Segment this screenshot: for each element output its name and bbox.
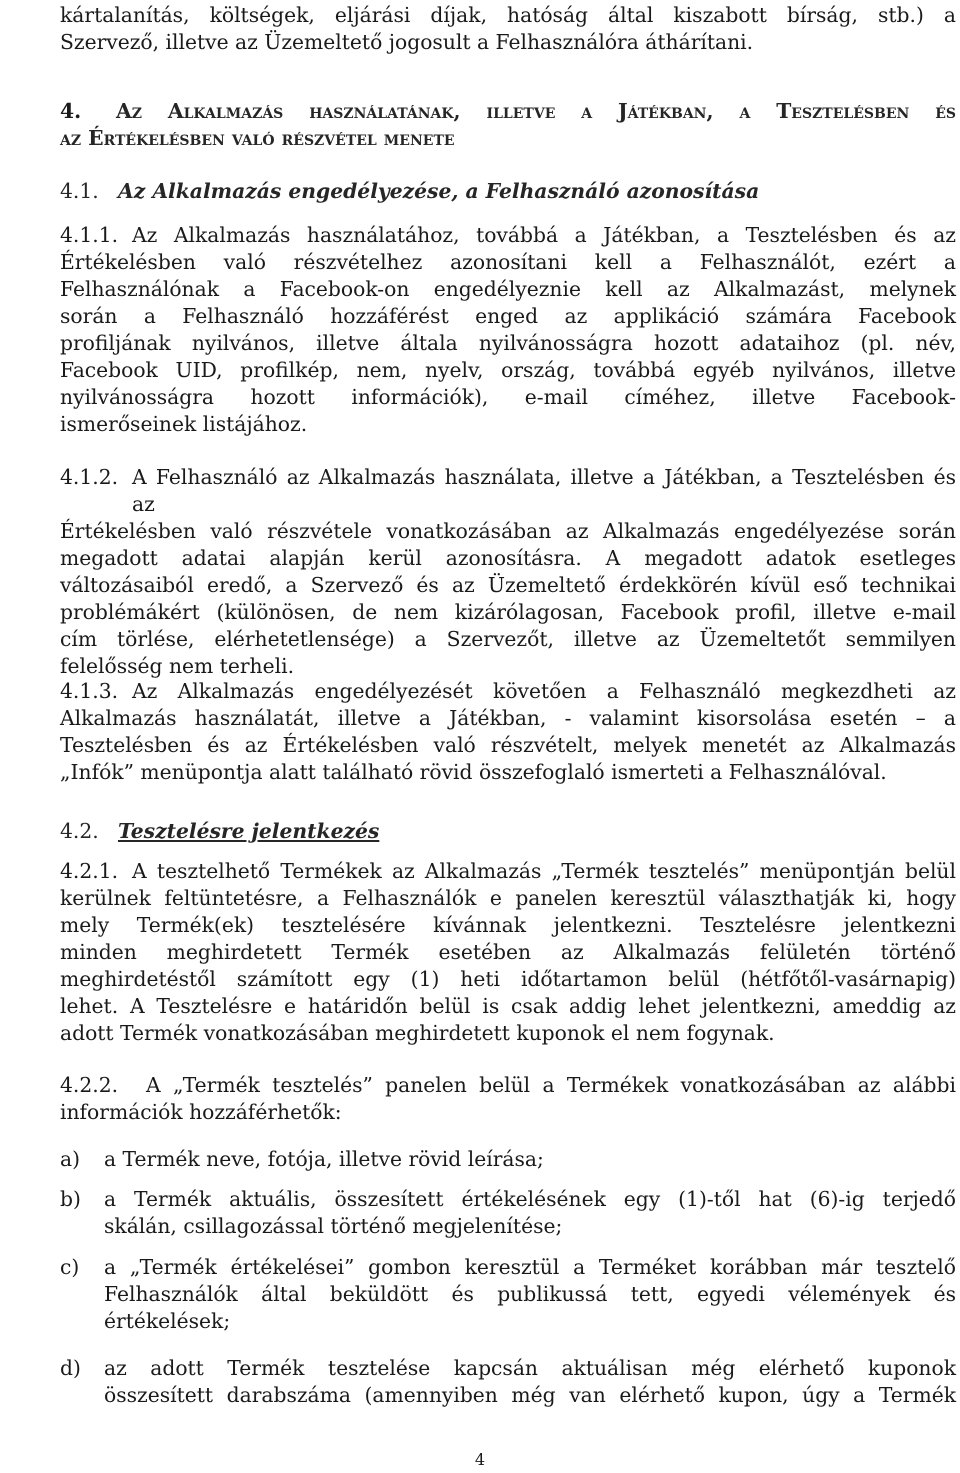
paragraph-4-1-2-line: problémákért (különösen, de nem kizárólagosan, Facebook profil, illetve e-mail [60, 600, 956, 624]
list-item-line: az adott Termék tesztelése kapcsán aktuálisan még elérhető kuponok [104, 1356, 956, 1380]
section-4-heading [60, 98, 956, 125]
list-item-c [60, 1254, 956, 1335]
paragraph-4-1-2-number: 4.1.2. [60, 465, 119, 489]
paragraph-4-2-2-line: információk hozzáférhetők: [60, 1100, 342, 1124]
paragraph-4-1-3 [60, 678, 956, 786]
list-item-line: a „Termék értékelései” gombon keresztül a Terméket korábban már tesztelő [104, 1255, 956, 1279]
paragraph-4-2-1-line: adott Termék vonatkozásában meghirdetett kuponok el nem fogynak. [60, 1021, 775, 1045]
paragraph-4-1-2-line: Értékelésben való részvétele vonatkozásában az Alkalmazás engedélyezése során [60, 519, 956, 543]
list-item-line: összesített darabszáma (amennyiben még van elérhető kupon, úgy a Termék [104, 1383, 956, 1407]
list-item-line: Felhasználók által beküldött és publikussá tett, egyedi vélemények és [104, 1282, 956, 1306]
list-item-label: d) [60, 1356, 81, 1380]
section-4-title-line-2: az Értékelésben való részvétel menete [60, 126, 455, 150]
paragraph-4-1-1-line: Felhasználónak a Facebook-on engedélyeznie kell az Alkalmazást, melynek [60, 277, 956, 301]
list-item-line: a Termék aktuális, összesített értékelésének egy (1)-től hat (6)-ig terjedő [104, 1187, 956, 1211]
page-number: 4 [474, 1450, 486, 1469]
paragraph-4-2-1-line: kerülnek feltüntetésre, a Felhasználók e panelen keresztül választhatják ki, hogy [60, 886, 956, 910]
paragraph-4-1-2-line: A Felhasználó az Alkalmazás használata, illetve a Játékban, a Tesztelésben és az [132, 465, 956, 516]
section-4-1-number: 4.1. [60, 179, 99, 203]
paragraph-4-1-1 [60, 222, 956, 438]
section-4-2-title: Tesztelésre jelentkezés [118, 819, 380, 843]
paragraph-4-1-2-line: változásaiból eredő, a Szervező és az Üzemeltető érdekkörén kívül eső technikai [60, 573, 956, 597]
list-item-line: skálán, csillagozással történő megjelenítése; [104, 1214, 563, 1238]
paragraph-4-1-3-line: Az Alkalmazás engedélyezését követően a Felhasználó megkezdheti az [132, 679, 956, 703]
paragraph-4-2-1 [60, 858, 956, 1047]
paragraph-4-1-3-number: 4.1.3. [60, 679, 119, 703]
paragraph-4-2-1-line: mely Termék(ek) tesztelésére kívánnak jelentkezni. Tesztelésre jelentkezni [60, 913, 956, 937]
list-item-d [60, 1355, 956, 1409]
paragraph-4-1-2-line: megadott adatai alapján kerül azonosításra. A megadott adatok esetleges [60, 546, 956, 570]
paragraph-4-2-2-line: A „Termék tesztelés” panelen belül a Termékek vonatkozásában az alábbi [146, 1073, 956, 1097]
paragraph-4-1-2-line: felelősség nem terheli. [60, 654, 295, 678]
paragraph-4-2-1-line: meghirdetéstől számított egy (1) heti időtartamon belül (hétfőtől-vasárnapig) [60, 967, 956, 991]
paragraph-4-1-1-line: Facebook UID, profilkép, nem, nyelv, ország, továbbá egyéb nyilvános, illetve [60, 358, 956, 382]
paragraph-4-1-1-line: Az Alkalmazás használatához, továbbá a Játékban, a Tesztelésben és az [132, 223, 956, 247]
list-item-line: értékelések; [104, 1309, 231, 1333]
paragraph-4-2-2 [60, 1072, 956, 1126]
paragraph-4-2-1-line: A tesztelhető Termékek az Alkalmazás „Termék tesztelés” menüpontján belül [132, 859, 956, 883]
paragraph-4-2-1-line: lehet. A Tesztelésre e határidőn belül is csak addig lehet jelentkezni, ameddig az [60, 994, 956, 1018]
section-4-2-number: 4.2. [60, 819, 99, 843]
intro-line-2: Szervező, illetve az Üzemeltető jogosult a Felhasználóra áthárítani. [60, 30, 754, 54]
list-item-a [60, 1146, 956, 1173]
paragraph-4-2-1-line: minden meghirdetett Termék esetében az Alkalmazás felületén történő [60, 940, 956, 964]
paragraph-4-1-1-line: Értékelésben való részvételhez azonosítani kell a Felhasználót, ezért a [60, 250, 956, 274]
list-item-label: b) [60, 1187, 81, 1211]
list-item-b [60, 1186, 956, 1240]
paragraph-4-1-3-line: Tesztelésben és az Értékelésben való részvételt, melyek menetét az Alkalmazás [60, 733, 956, 757]
list-item-label: a) [60, 1147, 81, 1171]
paragraph-4-1-3-line: „Infók” menüpontja alatt található rövid összefoglaló ismerteti a Felhasználóval. [60, 760, 887, 784]
paragraph-4-1-1-line: profiljának nyilvános, illetve általa nyilvánosságra hozott adataihoz (pl. név, [60, 331, 956, 355]
list-item-line: a Termék neve, fotója, illetve rövid leírása; [104, 1147, 544, 1171]
intro-line-1: kártalanítás, költségek, eljárási díjak, hatóság által kiszabott bírság, stb.) a [60, 3, 956, 27]
paragraph-4-2-2-number: 4.2.2. [60, 1073, 119, 1097]
paragraph-4-2-1-number: 4.2.1. [60, 859, 119, 883]
section-4-1-heading [60, 178, 956, 205]
paragraph-4-1-2-line: cím törlése, elérhetetlensége) a Szervezőt, illetve az Üzemeltetőt semmilyen [60, 627, 956, 651]
section-4-title-line-1: Az Alkalmazás használatának, illetve a Játékban, a Tesztelésben és [116, 99, 956, 123]
section-4-1-title: Az Alkalmazás engedélyezése, a Felhasználó azonosítása [118, 179, 760, 203]
paragraph-4-1-2 [60, 464, 956, 680]
paragraph-4-1-1-number: 4.1.1. [60, 223, 119, 247]
paragraph-4-1-1-line: ismerőseinek listájához. [60, 412, 308, 436]
paragraph-4-1-1-line: során a Felhasználó hozzáférést enged az applikáció számára Facebook [60, 304, 956, 328]
section-4-number: 4. [60, 99, 82, 123]
paragraph-4-1-3-line: Alkalmazás használatát, illetve a Játékban, - valamint kisorsolása esetén – a [60, 706, 956, 730]
paragraph-4-1-1-line: nyilvánosságra hozott információk), e-mail címéhez, illetve Facebook- [60, 385, 956, 409]
list-item-label: c) [60, 1255, 80, 1279]
section-4-2-heading [60, 818, 956, 845]
